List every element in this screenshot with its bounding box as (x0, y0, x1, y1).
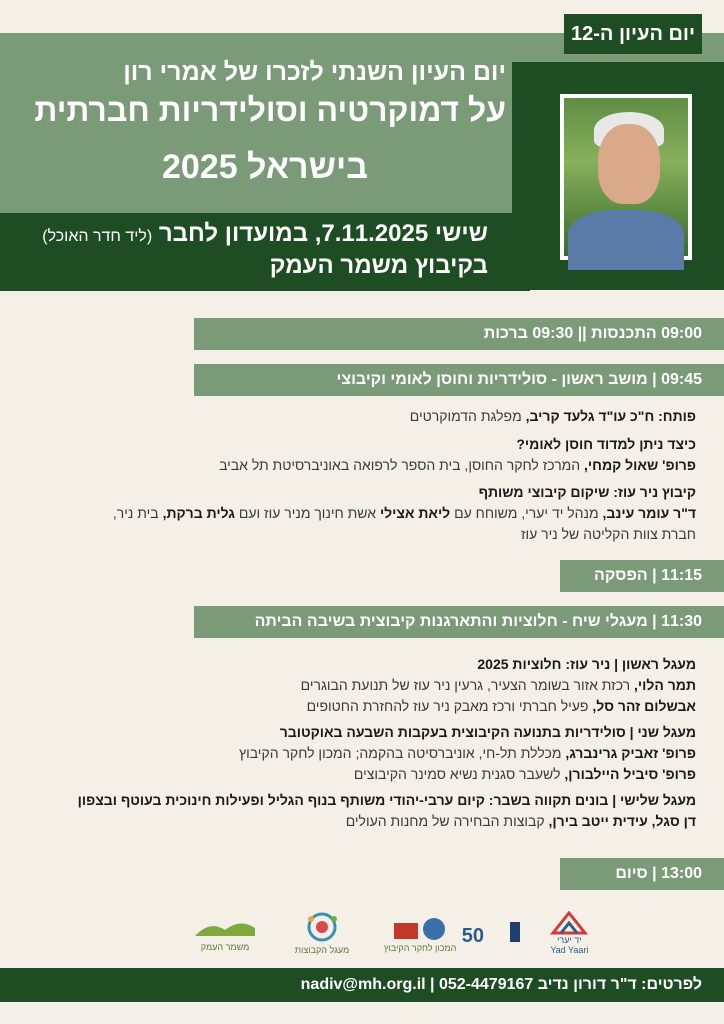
kvutzot-icon (282, 911, 362, 945)
svg-text:50: 50 (462, 925, 485, 947)
day-badge: יום העיון ה-12 (564, 14, 702, 54)
kibbutz-research-logo: המכון לחקר הקיבוץ (384, 913, 456, 953)
title-year: בישראל 2025 (161, 148, 368, 186)
session-1-talk-2: קיבוץ ניר עוז: שיקום קיבוצי משותף ד"ר עומר עינב, מנהל יד יערי, משוחח עם ליאת אצילי אשת חינוך מניר עוז ועם גלית ברקת, בית ניר, חברת צוות הקליטה של ניר עוז (112, 484, 696, 542)
mishmar-haemek-icon (190, 914, 260, 942)
bar-closing: 13:00 | סיום (560, 858, 724, 890)
bar-session-1: 09:45 | מושב ראשון - סולידריות וחוסן לאומי וקיבוצי (194, 364, 724, 396)
venue-note: (ליד חדר האוכל) (42, 228, 153, 245)
logos-row (190, 908, 610, 958)
portrait-image (564, 98, 688, 256)
session-1-opener: פותח: ח"כ עו"ד גלעד קריב, מפלגת הדמוקרטים (409, 408, 696, 424)
footer-contact: לפרטים: ד"ר דורון נדיב 052-4479167 | nadiv@mh.org.il (0, 968, 724, 1002)
venue-place: בקיבוץ משמר העמק (269, 252, 488, 279)
venue-date: שישי 7.11.2025, במועדון לחבר (ליד חדר האוכל) (42, 220, 488, 247)
yad-yaari-icon (551, 911, 587, 935)
bar-circles: 11:30 | מעגלי שיח - חלוציות והתארגנות קיבוצית בשיבה הביתה (194, 606, 724, 638)
anniversary-icon (462, 916, 528, 950)
kvutzot-logo: מעגל הקבוצות (282, 911, 362, 955)
circle-2: מעגל שני | סולידריות בתנועה הקיבוצית בעקבות השבעה באוקטובר פרופ' זאביק גרינברג, מכללת תל-חי, אוניברסיטה בהקמה; המכון לחקר הקיבוץ פרופ' סיביל היילבורן, לשעבר סגנית נשיא סמינר הקיבוצים (239, 724, 696, 782)
bar-break: 11:15 | הפסקה (560, 560, 724, 592)
bar-opening: 09:00 התכנסות || 09:30 ברכות (194, 318, 724, 350)
yad-yaari-logo: יד יערי Yad Yaari (550, 911, 588, 955)
circle-3: מעגל שלישי | בונים תקווה בשבר: קיום ערבי-יהודי משותף בנוף הגליל ופעילות חינוכית בעוטף ובצפון דן סגל, עידית ייטב בירן, קבוצות הבחירה של מחנות העולים (77, 792, 696, 829)
institute-icon (390, 913, 450, 943)
session-1-talk-1: כיצד ניתן למדוד חוסן לאומי? פרופ' שאול קמחי, המרכז לחקר החוסן, בית הספר לרפואה באוניברסיטת תל אביב (219, 436, 696, 473)
title-subtitle: יום העיון השנתי לזכרו של אמרי רון (123, 58, 506, 86)
mishmar-haemek-logo: משמר העמק (190, 914, 260, 952)
circle-1: מעגל ראשון | ניר עוז: חלוציות 2025 תמר הלוי, רכזת אזור בשומר הצעיר, גרעין ניר עוז של תנועת הבוגרים אבשלום זהר סל, פעיל חברתי ורכז מאבק ניר עוז להחזרת החטופים (300, 656, 696, 714)
portrait-photo (560, 94, 692, 260)
yad-yaari-50-logo (462, 916, 528, 950)
title-main: על דמוקרטיה וסולידריות חברתית (34, 92, 506, 128)
